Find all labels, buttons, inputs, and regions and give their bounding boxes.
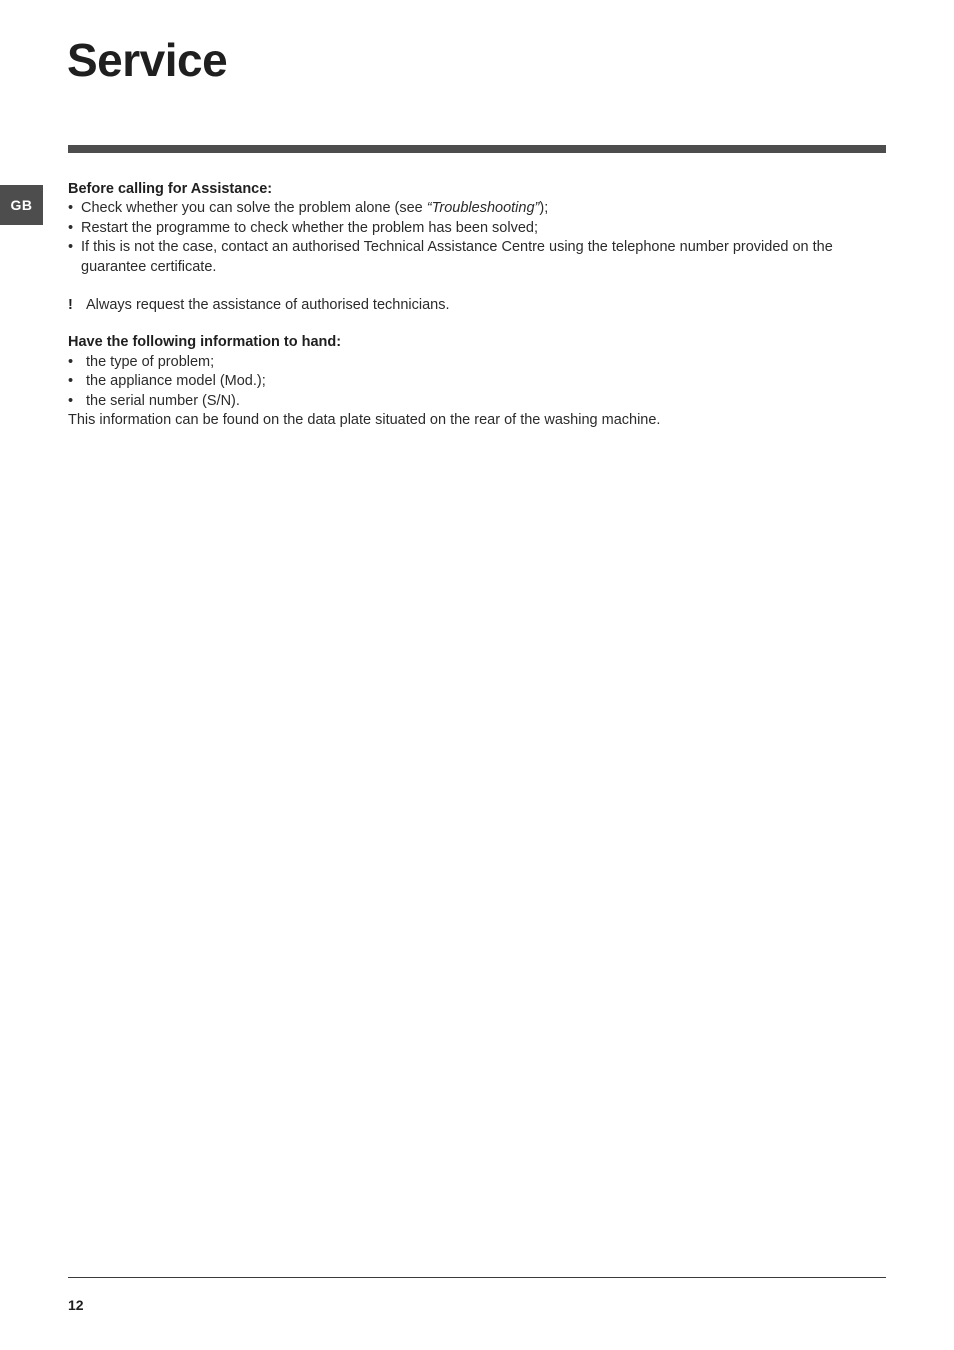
footer-divider (68, 1277, 886, 1278)
bullet-icon: • (68, 200, 74, 217)
list-item (68, 353, 886, 372)
before-calling-heading: Before calling for Assistance: (68, 181, 273, 197)
list-item-text: Check whether you can solve the problem alone (see (81, 200, 427, 217)
bullet-icon: • (68, 373, 74, 390)
bullet-icon: • (68, 353, 74, 370)
information-list (68, 353, 886, 411)
page-title: Service (67, 34, 228, 86)
list-item-text: the serial number (S/N). (86, 392, 240, 409)
information-heading: Have the following information to hand: (68, 334, 342, 351)
data-plate-note: This information can be found on the data plate situated on the rear of the washing machine. (68, 412, 661, 429)
language-tab: GB (0, 185, 43, 225)
list-item (68, 219, 886, 238)
page-number: 12 (68, 1297, 84, 1313)
list-item-text-end: ); (539, 200, 549, 217)
list-item (68, 199, 886, 218)
bullet-icon: • (68, 392, 74, 409)
warning-text: Always request the assistance of authorised technicians. (86, 297, 450, 314)
before-calling-list (68, 199, 886, 277)
list-item-text: If this is not the case, contact an authorised Technical Assistance Centre using the telephone number provided on the guarantee certificate. (81, 239, 833, 275)
exclamation-icon: ! (68, 297, 73, 314)
troubleshooting-reference: “Troubleshooting” (426, 200, 540, 217)
bullet-icon: • (68, 219, 74, 236)
list-item (68, 238, 886, 277)
service-content (68, 180, 886, 430)
warning-note (68, 296, 886, 315)
list-item (68, 392, 886, 411)
list-item-text: the type of problem; (86, 353, 215, 370)
list-item (68, 372, 886, 391)
bullet-icon: • (68, 239, 74, 256)
title-divider (68, 145, 886, 153)
list-item-text: Restart the programme to check whether the problem has been solved; (81, 219, 538, 236)
list-item-text: the appliance model (Mod.); (86, 373, 266, 390)
